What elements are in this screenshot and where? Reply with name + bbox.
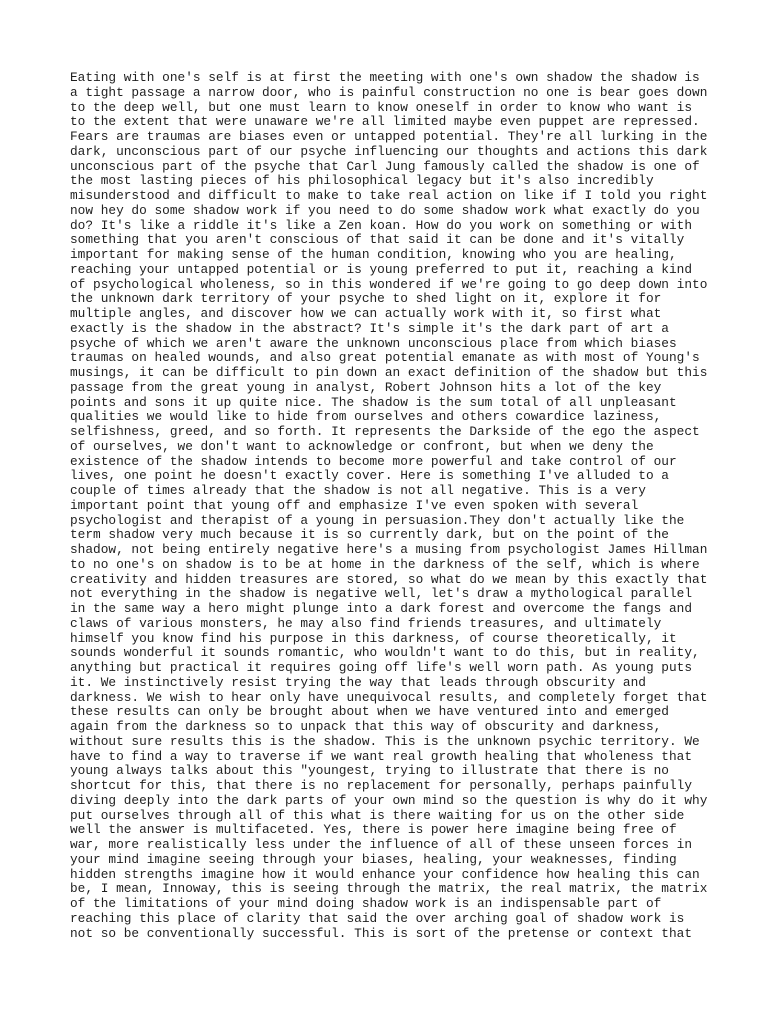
text-line: selfishness, greed, and so forth. It represents the Darkside of the ego the aspect [70, 424, 700, 439]
text-line: diving deeply into the dark parts of your own mind so the question is why do it why [70, 792, 708, 808]
text-line: shadow, not being entirely negative here's a musing from psychologist James Hillman [70, 542, 708, 557]
text-line: psyche of which we aren't aware the unknown unconscious place from which biases [70, 335, 677, 351]
text-line: Fears are traumas are biases even or untapped potential. They're all lurking in the [70, 129, 708, 144]
text-line: your mind imagine seeing through your biases, healing, your weaknesses, finding [70, 851, 677, 867]
text-line: war, more realistically less under the influence of all of these unseen forces in [70, 837, 693, 852]
text-line: young always talks about this "youngest, trying to illustrate that there is no [70, 763, 669, 779]
text-line: important point that young off and emphasize I've even spoken with several [70, 497, 639, 513]
text-line: hidden strengths imagine how it would enhance your confidence how healing this can [70, 866, 700, 882]
text-line: the unknown dark territory of your psyche to shed light on it, explore it for [70, 291, 662, 307]
text-line: do? It's like a riddle it's like a Zen koan. How do you work on something or with [70, 217, 693, 233]
text-line: to no one's on shadow is to be at home in the darkness of the self, which is where [70, 556, 700, 572]
text-line: well the answer is multifaceted. Yes, there is power here imagine being free of [70, 822, 677, 838]
text-line: now hey do some shadow work if you need to do some shadow work what exactly do you [70, 202, 700, 218]
text-line: unconscious part of the psyche that Carl Jung famously called the shadow is one of [70, 158, 700, 174]
text-line: couple of times already that the shadow is not all negative. This is a very [70, 483, 646, 498]
text-line: exactly is the shadow in the abstract? It's simple it's the dark part of art a [70, 320, 669, 336]
text-line: to the extent that were unaware we're all limited maybe even puppet are repressed. [70, 114, 700, 130]
text-line: multiple angles, and discover how we can actually work with it, so first what [70, 306, 662, 321]
text-line: without sure results this is the shadow. This is the unknown psychic territory. We [70, 733, 700, 749]
text-line: anything but practical it requires going off life's well worn path. As young puts [70, 660, 693, 675]
text-line: of ourselves, we don't want to acknowledge or confront, but when we deny the [70, 438, 654, 454]
text-line: shortcut for this, that there is no replacement for personally, perhaps painfully [70, 778, 693, 793]
text-line: put ourselves through all of this what is there waiting for us on the other side [70, 807, 685, 823]
text-line: reaching your untapped potential or is young preferred to put it, reaching a kind [70, 261, 693, 277]
text-line: again from the darkness so to unpack that this way of obscurity and darkness, [70, 719, 662, 734]
text-line: existence of the shadow intends to become more powerful and take control of our [70, 453, 677, 469]
text-line: it. We instinctively resist trying the way that leads through obscurity and [70, 674, 646, 690]
text-line: misunderstood and difficult to make to take real action on like if I told you right [70, 188, 708, 203]
document-body-text [70, 71, 710, 941]
text-line: darkness. We wish to hear only have unequivocal results, and completely forget that [70, 689, 708, 705]
text-line: reaching this place of clarity that said the over arching goal of shadow work is [70, 910, 685, 926]
text-line: something that you aren't conscious of that said it can be done and it's vitally [70, 232, 685, 248]
text-line: points and sons it up quite nice. The shadow is the sum total of all unpleasant [70, 394, 677, 410]
text-line: important for making sense of the human condition, knowing who you are healing, [70, 247, 677, 262]
text-line: these results can only be brought about when we have ventured into and emerged [70, 704, 669, 720]
text-line: Eating with one's self is at first the meeting with one's own shadow the shadow is [70, 70, 700, 85]
text-line: qualities we would like to hide from ourselves and others cowardice laziness, [70, 409, 662, 425]
text-line: have to find a way to traverse if we want real growth healing that wholeness that [70, 748, 693, 764]
text-line: creativity and hidden treasures are stored, so what do we mean by this exactly that [70, 571, 708, 587]
text-line: claws of various monsters, he may also find friends treasures, and ultimately [70, 615, 662, 631]
text-line: term shadow very much because it is so currently dark, but on the point of the [70, 527, 669, 543]
text-line: dark, unconscious part of our psyche influencing our thoughts and actions this dark [70, 143, 708, 159]
text-line: not so be conventionally successful. This is sort of the pretense or context that [70, 925, 693, 941]
text-line: sounds wonderful it sounds romantic, who wouldn't want to do this, but in reality, [70, 645, 700, 661]
text-line: to the deep well, but one must learn to know oneself in order to know who want is [70, 99, 693, 115]
text-line: of the limitations of your mind doing shadow work is an indispensable part of [70, 896, 662, 911]
text-line: be, I mean, Innoway, this is seeing through the matrix, the real matrix, the matrix [70, 881, 708, 897]
text-line: traumas on healed wounds, and also great potential emanate as with most of Young's [70, 350, 700, 366]
text-line: himself you know find his purpose in this darkness, of course theoretically, it [70, 630, 677, 646]
text-line: the most lasting pieces of his philosophical legacy but it's also incredibly [70, 173, 654, 189]
text-line: in the same way a hero might plunge into a dark forest and overcome the fangs and [70, 601, 693, 616]
text-line: musings, it can be difficult to pin down an exact definition of the shadow but this [70, 365, 708, 380]
text-line: a tight passage a narrow door, who is painful construction no one is bear goes down [70, 84, 708, 100]
text-line: psychologist and therapist of a young in persuasion.They don't actually like the [70, 512, 685, 528]
text-line: of psychological wholeness, so in this wondered if we're going to go deep down into [70, 276, 708, 292]
text-line: passage from the great young in analyst, Robert Johnson hits a lot of the key [70, 379, 662, 395]
text-line: not everything in the shadow is negative well, let's draw a mythological parallel [70, 586, 693, 602]
text-line: lives, one point he doesn't exactly cover. Here is something I've alluded to a [70, 468, 669, 484]
